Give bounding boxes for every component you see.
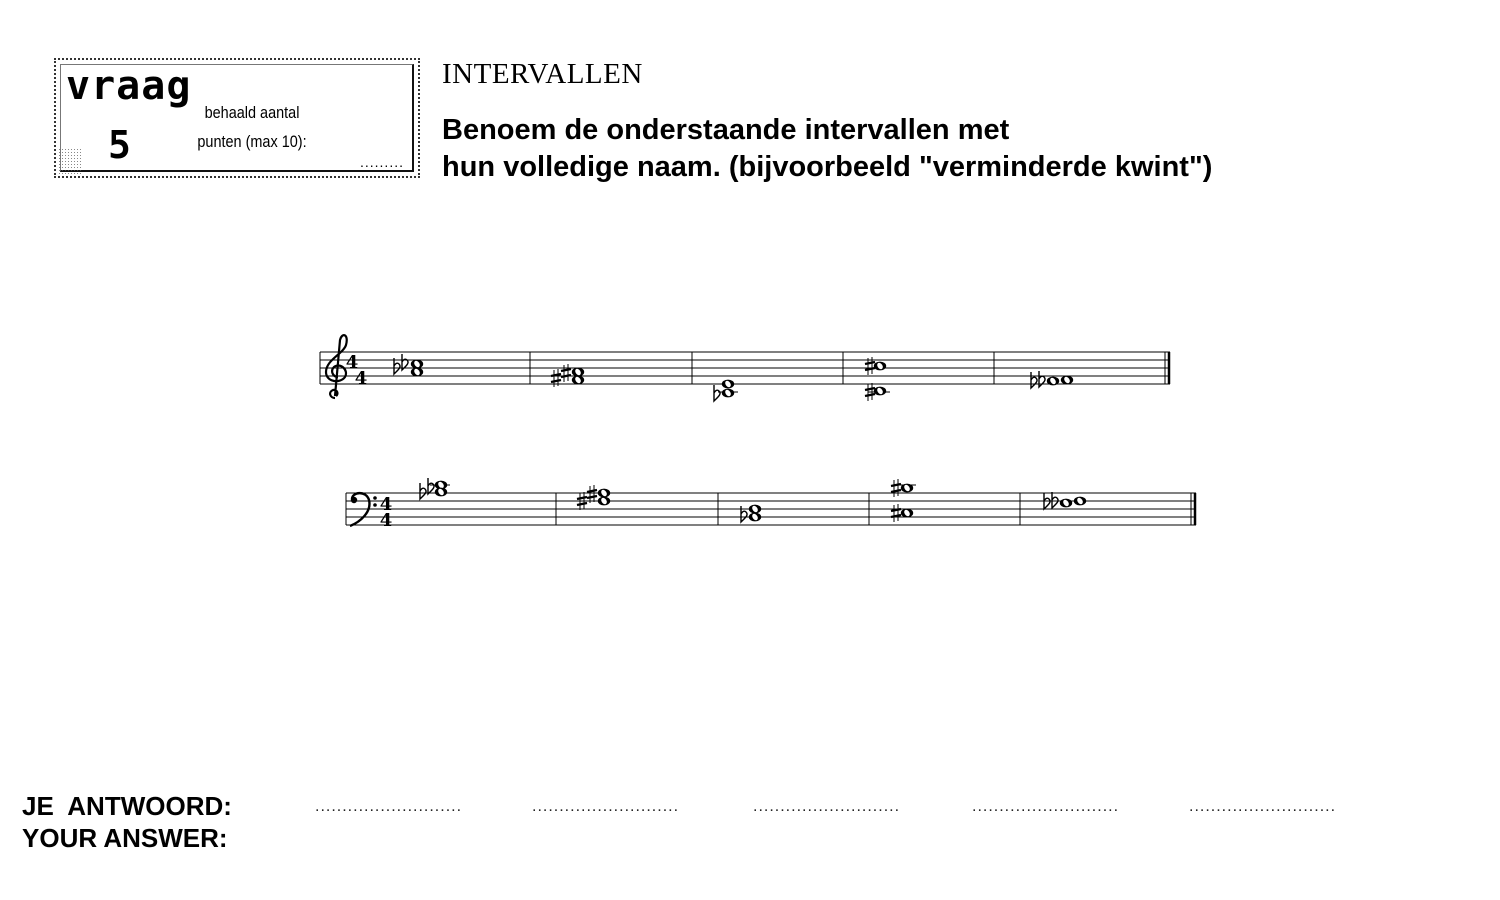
- bass-interval-3: [741, 505, 761, 522]
- answer-blank-3[interactable]: ...........................: [753, 798, 901, 815]
- points-label-line-1: behaald aantal: [204, 103, 300, 122]
- instructions-line-1: Benoem de onderstaande intervallen met: [442, 114, 1010, 146]
- question-word: vraag: [66, 63, 192, 109]
- bass-time-top: 4: [379, 494, 393, 515]
- answer-blank-1[interactable]: ...........................: [315, 798, 463, 815]
- question-number: 5: [108, 123, 131, 167]
- answer-blank-2[interactable]: ...........................: [532, 798, 680, 815]
- instructions-line-2: hun volledige naam. (bijvoorbeeld "verminderde kwint"): [442, 151, 1213, 183]
- treble-time-bottom: 4: [354, 368, 368, 389]
- answer-blank-5[interactable]: ...........................: [1189, 798, 1337, 815]
- bass-time-bottom: 4: [379, 510, 393, 531]
- answer-label: [22, 790, 232, 854]
- treble-interval-1: [394, 354, 423, 376]
- bass-interval-5: [1044, 492, 1086, 509]
- treble-time-top: 4: [345, 352, 359, 373]
- answer-label-nl: JE ANTWOORD:: [22, 791, 232, 821]
- treble-interval-4: [865, 357, 890, 401]
- answer-label-en: YOUR ANSWER:: [22, 823, 228, 853]
- answer-blank-4[interactable]: ...........................: [972, 798, 1120, 815]
- points-label-line-2: punten (max 10):: [197, 132, 307, 151]
- page-title: INTERVALLEN: [442, 58, 643, 90]
- treble-staff-lines: [320, 352, 1170, 384]
- bass-staff: [346, 478, 1196, 531]
- bass-interval-1: [420, 478, 450, 499]
- points-blank[interactable]: .........: [359, 154, 404, 170]
- treble-staff: [320, 335, 1170, 401]
- treble-interval-5: [1031, 371, 1073, 388]
- bass-staff-lines: [346, 493, 1196, 525]
- bass-interval-2: [577, 485, 610, 510]
- bass-clef-icon: [350, 493, 377, 526]
- treble-clef-icon: [326, 335, 347, 398]
- treble-interval-3: [714, 380, 738, 401]
